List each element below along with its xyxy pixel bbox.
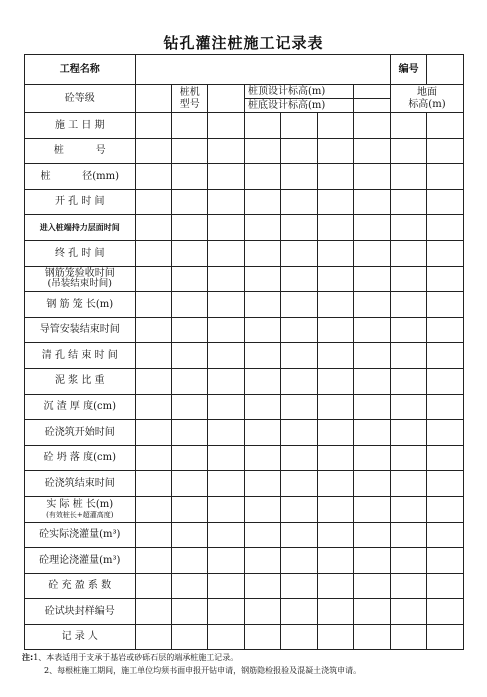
- record-cell[interactable]: [244, 573, 280, 599]
- record-cell[interactable]: [390, 266, 426, 292]
- record-cell[interactable]: [354, 624, 391, 650]
- row-label-text: 砼 坍 落 度(cm): [43, 452, 116, 464]
- record-cell[interactable]: [208, 624, 244, 650]
- record-cell[interactable]: [281, 548, 317, 574]
- concrete-grade-field[interactable]: [135, 85, 171, 113]
- record-cell[interactable]: [354, 164, 391, 190]
- record-cell[interactable]: [317, 317, 353, 343]
- record-cell[interactable]: [244, 496, 280, 522]
- record-cell[interactable]: [427, 317, 464, 343]
- record-cell[interactable]: [427, 624, 464, 650]
- record-cell[interactable]: [244, 445, 280, 471]
- record-cell[interactable]: [390, 445, 426, 471]
- record-cell[interactable]: [390, 317, 426, 343]
- record-cell[interactable]: [208, 394, 244, 420]
- record-cell[interactable]: [281, 522, 317, 548]
- record-row: [25, 624, 464, 650]
- row-label-subtext: (吊装结束时间): [47, 278, 112, 290]
- record-cell[interactable]: [244, 266, 280, 292]
- form-title: 钻孔灌注桩施工记录表: [163, 34, 324, 52]
- record-cell[interactable]: [390, 240, 426, 266]
- record-cell[interactable]: [427, 164, 464, 190]
- row-label-text: 实 际 桩 长(m): [46, 499, 114, 511]
- record-cell[interactable]: [427, 445, 464, 471]
- record-cell[interactable]: [427, 113, 464, 139]
- record-cell[interactable]: [208, 445, 244, 471]
- row-label-text: 进入桩端持力层面时间: [39, 223, 120, 233]
- notes-prefix: 注:: [22, 653, 34, 662]
- record-cell[interactable]: [354, 548, 391, 574]
- record-cell[interactable]: [244, 113, 280, 139]
- record-cell[interactable]: [390, 368, 426, 394]
- record-cell[interactable]: [427, 599, 464, 625]
- record-cell[interactable]: [208, 138, 244, 164]
- row-label-text: 施 工 日 期: [54, 119, 105, 131]
- record-cell[interactable]: [390, 343, 426, 369]
- record-cell[interactable]: [317, 624, 353, 650]
- record-cell[interactable]: [354, 394, 391, 420]
- record-cell[interactable]: [244, 164, 280, 190]
- record-cell[interactable]: [317, 445, 353, 471]
- row-label-text: 钢筋笼验收时间: [44, 267, 115, 279]
- pile-record-table: [24, 54, 464, 650]
- number-field[interactable]: [427, 55, 464, 85]
- row-label: [25, 573, 136, 599]
- record-cell[interactable]: [135, 138, 171, 164]
- record-cell[interactable]: [317, 471, 353, 497]
- record-cell[interactable]: [281, 240, 317, 266]
- record-cell[interactable]: [172, 138, 208, 164]
- record-cell[interactable]: [244, 343, 280, 369]
- record-cell[interactable]: [208, 420, 244, 446]
- row-label-text: 桩 径(mm): [40, 170, 120, 182]
- pile-bottom-label: 桩底设计标高(m): [244, 99, 353, 113]
- record-cell[interactable]: [354, 573, 391, 599]
- row-label: [25, 138, 136, 164]
- note-line-1: 1、本表适用于支承于基岩或砂砾石层的端承桩施工记录。: [33, 653, 239, 662]
- record-row: [25, 138, 464, 164]
- record-cell[interactable]: [354, 292, 391, 318]
- record-cell[interactable]: [281, 420, 317, 446]
- record-cell[interactable]: [172, 445, 208, 471]
- record-cell[interactable]: [208, 189, 244, 215]
- record-cell[interactable]: [317, 420, 353, 446]
- record-cell[interactable]: [317, 138, 353, 164]
- row-label: [25, 624, 136, 650]
- record-cell[interactable]: [354, 113, 391, 139]
- record-cell[interactable]: [135, 420, 171, 446]
- ground-elev-label-line1: 地面: [416, 87, 437, 98]
- record-cell[interactable]: [244, 471, 280, 497]
- row-label-text: 清 孔 结 束 时 间: [41, 349, 118, 361]
- record-cell[interactable]: [172, 292, 208, 318]
- record-cell[interactable]: [427, 573, 464, 599]
- row-label: [25, 496, 136, 522]
- record-row: [25, 394, 464, 420]
- row-label: [25, 343, 136, 369]
- row-label: [25, 240, 136, 266]
- record-cell[interactable]: [281, 189, 317, 215]
- record-cell[interactable]: [172, 113, 208, 139]
- ground-elev-label-line2: 标高(m): [408, 98, 446, 110]
- row-label-text: 砼浇筑开始时间: [44, 426, 115, 438]
- record-cell[interactable]: [244, 215, 280, 241]
- record-cell[interactable]: [427, 420, 464, 446]
- record-cell[interactable]: [135, 317, 171, 343]
- record-cell[interactable]: [135, 164, 171, 190]
- record-cell[interactable]: [244, 368, 280, 394]
- record-cell[interactable]: [354, 445, 391, 471]
- record-cell[interactable]: [317, 394, 353, 420]
- record-cell[interactable]: [172, 343, 208, 369]
- record-cell[interactable]: [427, 189, 464, 215]
- record-cell[interactable]: [390, 292, 426, 318]
- row-label-text: 桩 号: [53, 145, 106, 157]
- record-cell[interactable]: [390, 573, 426, 599]
- record-cell[interactable]: [281, 624, 317, 650]
- record-cell[interactable]: [208, 599, 244, 625]
- record-cell[interactable]: [317, 189, 353, 215]
- record-cell[interactable]: [244, 394, 280, 420]
- record-cell[interactable]: [135, 573, 171, 599]
- row-label: [25, 599, 136, 625]
- record-cell[interactable]: [427, 240, 464, 266]
- record-cell[interactable]: [390, 215, 426, 241]
- row-label: [25, 394, 136, 420]
- record-cell[interactable]: [390, 496, 426, 522]
- record-row: [25, 292, 464, 318]
- record-cell[interactable]: [135, 368, 171, 394]
- row-label-text: 泥 浆 比 重: [54, 375, 105, 387]
- record-cell[interactable]: [244, 189, 280, 215]
- record-cell[interactable]: [208, 496, 244, 522]
- record-cell[interactable]: [281, 394, 317, 420]
- row-label-text: 砼试块封样编号: [44, 605, 115, 617]
- record-cell[interactable]: [317, 522, 353, 548]
- row-label-text: 砼浇筑结束时间: [44, 477, 115, 489]
- record-cell[interactable]: [427, 471, 464, 497]
- record-cell[interactable]: [281, 113, 317, 139]
- record-cell[interactable]: [390, 522, 426, 548]
- record-cell[interactable]: [281, 266, 317, 292]
- record-cell[interactable]: [135, 548, 171, 574]
- row-label: [25, 445, 136, 471]
- record-cell[interactable]: [281, 471, 317, 497]
- record-cell[interactable]: [135, 522, 171, 548]
- record-cell[interactable]: [135, 292, 171, 318]
- record-cell[interactable]: [244, 599, 280, 625]
- record-cell[interactable]: [354, 317, 391, 343]
- record-cell[interactable]: [208, 522, 244, 548]
- row-label-text: 砼 充 盈 系 数: [48, 580, 112, 592]
- record-cell[interactable]: [354, 599, 391, 625]
- ground-elev-label: [390, 85, 463, 113]
- record-row: [25, 343, 464, 369]
- record-cell[interactable]: [281, 317, 317, 343]
- record-cell[interactable]: [172, 471, 208, 497]
- record-cell[interactable]: [135, 445, 171, 471]
- row-label-text: 沉 渣 厚 度(cm): [43, 401, 116, 413]
- record-cell[interactable]: [317, 548, 353, 574]
- record-cell[interactable]: [208, 240, 244, 266]
- record-cell[interactable]: [317, 266, 353, 292]
- record-cell[interactable]: [317, 215, 353, 241]
- concrete-grade-label: 砼等级: [25, 85, 136, 113]
- record-cell[interactable]: [427, 548, 464, 574]
- record-cell[interactable]: [208, 292, 244, 318]
- row-label-text: 钢 筋 笼 长(m): [46, 298, 114, 310]
- record-cell[interactable]: [172, 317, 208, 343]
- record-cell[interactable]: [354, 189, 391, 215]
- number-label: 编号: [390, 55, 426, 85]
- record-cell[interactable]: [208, 164, 244, 190]
- record-cell[interactable]: [172, 522, 208, 548]
- record-cell[interactable]: [427, 292, 464, 318]
- record-cell[interactable]: [317, 240, 353, 266]
- record-row: [25, 189, 464, 215]
- record-cell[interactable]: [172, 548, 208, 574]
- record-cell[interactable]: [208, 471, 244, 497]
- record-cell[interactable]: [354, 522, 391, 548]
- record-cell[interactable]: [135, 189, 171, 215]
- record-cell[interactable]: [317, 368, 353, 394]
- record-cell[interactable]: [354, 420, 391, 446]
- pile-top-label: 桩顶设计标高(m): [244, 85, 353, 99]
- rig-type-label: [172, 85, 208, 113]
- notes: [22, 651, 472, 677]
- record-cell[interactable]: [244, 240, 280, 266]
- record-cell[interactable]: [317, 573, 353, 599]
- record-cell[interactable]: [390, 394, 426, 420]
- record-cell[interactable]: [317, 343, 353, 369]
- record-cell[interactable]: [172, 266, 208, 292]
- row-label: [25, 215, 136, 241]
- record-cell[interactable]: [208, 215, 244, 241]
- row-label: [25, 471, 136, 497]
- row-label-text: 终 孔 时 间: [54, 247, 105, 259]
- record-row: [25, 445, 464, 471]
- record-cell[interactable]: [427, 266, 464, 292]
- record-cell[interactable]: [208, 343, 244, 369]
- row-label: [25, 266, 136, 292]
- record-cell[interactable]: [354, 343, 391, 369]
- record-cell[interactable]: [208, 573, 244, 599]
- record-cell[interactable]: [427, 496, 464, 522]
- row-label: [25, 113, 136, 139]
- record-cell[interactable]: [244, 624, 280, 650]
- record-cell[interactable]: [354, 368, 391, 394]
- record-row: [25, 599, 464, 625]
- record-cell[interactable]: [172, 215, 208, 241]
- record-cell[interactable]: [281, 599, 317, 625]
- record-row: [25, 113, 464, 139]
- row-label: [25, 522, 136, 548]
- record-cell[interactable]: [135, 266, 171, 292]
- row-label: [25, 317, 136, 343]
- record-cell[interactable]: [281, 368, 317, 394]
- record-cell[interactable]: [317, 113, 353, 139]
- record-row: [25, 573, 464, 599]
- rig-type-label-line1: 桩机: [179, 87, 200, 98]
- record-cell[interactable]: [281, 445, 317, 471]
- record-row: [25, 240, 464, 266]
- record-cell[interactable]: [135, 624, 171, 650]
- record-cell[interactable]: [281, 573, 317, 599]
- record-cell[interactable]: [281, 343, 317, 369]
- row-label: [25, 548, 136, 574]
- record-cell[interactable]: [354, 240, 391, 266]
- record-cell[interactable]: [427, 343, 464, 369]
- record-cell[interactable]: [172, 189, 208, 215]
- record-cell[interactable]: [281, 138, 317, 164]
- record-cell[interactable]: [135, 471, 171, 497]
- record-cell[interactable]: [244, 548, 280, 574]
- record-cell[interactable]: [135, 343, 171, 369]
- record-row: [25, 548, 464, 574]
- row-label: [25, 164, 136, 190]
- record-cell[interactable]: [390, 548, 426, 574]
- pile-bottom-field[interactable]: [354, 99, 391, 113]
- header-row-grade: [25, 85, 464, 99]
- row-label-subtext: (有效桩长+超灌高度): [46, 510, 114, 519]
- record-cell[interactable]: [172, 573, 208, 599]
- record-cell[interactable]: [390, 599, 426, 625]
- row-label: [25, 368, 136, 394]
- record-cell[interactable]: [244, 420, 280, 446]
- record-cell[interactable]: [354, 496, 391, 522]
- record-cell[interactable]: [172, 420, 208, 446]
- record-cell[interactable]: [208, 113, 244, 139]
- pile-top-field[interactable]: [354, 85, 391, 99]
- record-cell[interactable]: [244, 522, 280, 548]
- record-cell[interactable]: [317, 599, 353, 625]
- record-cell[interactable]: [135, 599, 171, 625]
- project-name-field[interactable]: [135, 55, 390, 85]
- record-cell[interactable]: [427, 522, 464, 548]
- record-cell[interactable]: [354, 138, 391, 164]
- rig-type-field[interactable]: [208, 85, 244, 113]
- record-row: [25, 164, 464, 190]
- record-cell[interactable]: [427, 368, 464, 394]
- record-cell[interactable]: [390, 113, 426, 139]
- record-cell[interactable]: [135, 240, 171, 266]
- record-cell[interactable]: [208, 548, 244, 574]
- row-label-text: 记 录 人: [61, 631, 98, 643]
- record-cell[interactable]: [244, 317, 280, 343]
- record-cell[interactable]: [281, 292, 317, 318]
- row-label-text: 砼理论浇灌量(m³): [39, 554, 121, 566]
- record-cell[interactable]: [281, 215, 317, 241]
- record-cell[interactable]: [317, 292, 353, 318]
- project-name-label: 工程名称: [25, 55, 136, 85]
- record-cell[interactable]: [208, 317, 244, 343]
- record-row: [25, 215, 464, 241]
- record-row: [25, 522, 464, 548]
- record-cell[interactable]: [390, 164, 426, 190]
- record-cell[interactable]: [281, 164, 317, 190]
- record-cell[interactable]: [281, 496, 317, 522]
- row-label: [25, 189, 136, 215]
- record-cell[interactable]: [390, 624, 426, 650]
- record-cell[interactable]: [354, 471, 391, 497]
- record-cell[interactable]: [172, 368, 208, 394]
- record-cell[interactable]: [354, 215, 391, 241]
- row-label-text: 导管安装结束时间: [39, 324, 120, 336]
- record-row: [25, 420, 464, 446]
- row-label-text: 砼实际浇灌量(m³): [39, 529, 121, 541]
- row-label: [25, 420, 136, 446]
- record-cell[interactable]: [244, 292, 280, 318]
- record-row: [25, 266, 464, 292]
- record-cell[interactable]: [317, 496, 353, 522]
- record-cell[interactable]: [390, 138, 426, 164]
- note-line-2: 2、每根桩施工期间，施工单位均须书面申报开钻申请，钢筋隐检报验及混凝土浇筑申请。: [44, 666, 362, 675]
- record-row: [25, 317, 464, 343]
- record-cell[interactable]: [172, 624, 208, 650]
- record-cell[interactable]: [427, 215, 464, 241]
- record-cell[interactable]: [427, 138, 464, 164]
- row-label-text: 开 孔 时 间: [54, 196, 105, 208]
- record-cell[interactable]: [172, 164, 208, 190]
- record-cell[interactable]: [172, 599, 208, 625]
- record-cell[interactable]: [208, 368, 244, 394]
- record-cell[interactable]: [390, 189, 426, 215]
- record-cell[interactable]: [208, 266, 244, 292]
- record-cell[interactable]: [317, 164, 353, 190]
- record-cell[interactable]: [135, 113, 171, 139]
- row-label: [25, 292, 136, 318]
- record-cell[interactable]: [172, 394, 208, 420]
- record-cell[interactable]: [172, 240, 208, 266]
- record-cell[interactable]: [135, 215, 171, 241]
- record-cell[interactable]: [390, 471, 426, 497]
- record-cell[interactable]: [244, 138, 280, 164]
- record-cell[interactable]: [390, 420, 426, 446]
- record-cell[interactable]: [135, 496, 171, 522]
- header-row-project: [25, 55, 464, 85]
- record-cell[interactable]: [427, 394, 464, 420]
- record-cell[interactable]: [135, 394, 171, 420]
- record-row: [25, 471, 464, 497]
- rig-type-label-line2: 型号: [179, 98, 200, 110]
- record-row: [25, 368, 464, 394]
- record-cell[interactable]: [354, 266, 391, 292]
- record-row: [25, 496, 464, 522]
- record-cell[interactable]: [172, 496, 208, 522]
